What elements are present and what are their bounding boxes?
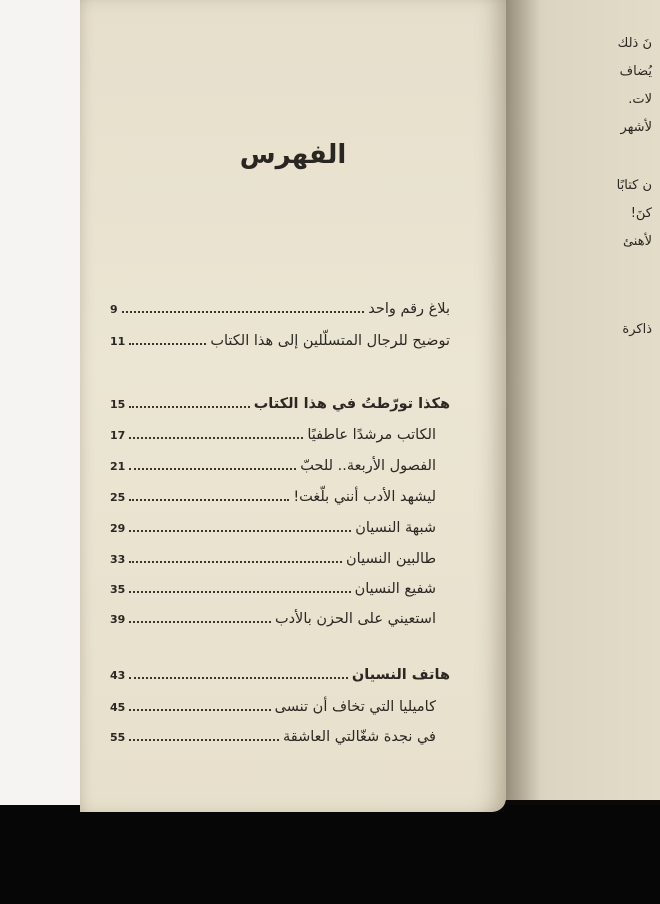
leader-dots	[129, 738, 279, 741]
toc-entry-page: 15	[110, 398, 126, 411]
toc-entry-title: بلاغ رقم واحد	[368, 300, 450, 317]
toc-entry-title: كاميليا التي تخاف أن تنسى	[274, 698, 436, 715]
toc-entry-page: 43	[110, 669, 126, 682]
toc-entry-title: شفيع النسيان	[354, 580, 436, 597]
facing-page-fragment: لات.	[628, 92, 652, 107]
background-bottom	[0, 805, 660, 904]
toc-entry-title: استعيني على الحزن بالأدب	[274, 610, 436, 627]
toc-entry	[110, 718, 436, 744]
toc-entry	[110, 322, 450, 348]
leader-dots	[129, 620, 271, 623]
toc-entry	[110, 688, 436, 714]
toc-entry-title: هكذا تورّطتُ في هذا الكتاب	[253, 395, 450, 412]
toc-section-heading	[110, 385, 450, 411]
toc-entry-title: في نجدة شغّالتي العاشقة	[282, 728, 436, 745]
toc-entry	[110, 478, 436, 504]
leader-dots	[129, 436, 303, 439]
toc-entry-page: 55	[110, 731, 126, 744]
leader-dots	[129, 560, 342, 563]
toc-entry-title: هاتف النسيان	[351, 666, 450, 683]
toc-entry	[110, 416, 436, 442]
toc-entry	[110, 447, 436, 473]
toc-entry-page: 33	[110, 553, 126, 566]
toc-entry-page: 45	[110, 701, 126, 714]
facing-page-fragment: ذاكرة	[622, 322, 652, 337]
page-title: الفهرس	[239, 140, 347, 170]
facing-page-fragment: كنَ!	[630, 206, 652, 221]
leader-dots	[129, 342, 206, 345]
toc-entry-title: طالبين النسيان	[346, 550, 436, 567]
leader-dots	[129, 590, 350, 593]
toc-entry	[110, 540, 436, 566]
toc-entry-page: 39	[110, 613, 126, 626]
facing-page-fragment: نَ ذلك	[617, 36, 652, 51]
toc-entry	[110, 509, 436, 535]
leader-dots	[129, 405, 249, 408]
leader-dots	[129, 708, 270, 711]
toc-entry-page: 25	[110, 491, 126, 504]
leader-dots	[129, 529, 351, 532]
toc-entry	[110, 600, 436, 626]
toc-entry-page: 9	[110, 303, 118, 316]
leader-dots	[129, 467, 296, 470]
leader-dots	[122, 310, 365, 313]
facing-page-fragment: ن كتابًا	[616, 178, 652, 193]
facing-page-fragment: يُضاف	[619, 64, 652, 79]
toc-entry-page: 29	[110, 522, 126, 535]
toc-entry-page: 35	[110, 583, 126, 596]
toc-entry-page: 21	[110, 460, 126, 473]
leader-dots	[129, 676, 348, 679]
leader-dots	[129, 498, 289, 501]
toc-entry-title: شبهة النسيان	[355, 519, 436, 536]
toc-section-heading	[110, 656, 450, 682]
facing-page-fragment: لأهنئ	[622, 234, 652, 249]
facing-page-fragment: لأشهر	[620, 120, 652, 135]
toc-entry	[110, 290, 450, 316]
toc-entry	[110, 570, 436, 596]
toc-page	[80, 0, 506, 812]
background-left	[0, 0, 80, 904]
toc-entry-title: الكاتب مرشدًا عاطفيًا	[307, 426, 436, 443]
toc-entry-page: 11	[110, 335, 126, 348]
toc-entry-title: توضيح للرجال المتسلّلين إلى هذا الكتاب	[210, 332, 450, 349]
facing-page	[500, 0, 660, 800]
page-gutter-shadow	[500, 0, 540, 800]
toc-entry-title: ليشهد الأدب أنني بلّغت!	[293, 488, 436, 505]
toc-entry-page: 17	[110, 429, 126, 442]
toc-entry-title: الفصول الأربعة.. للحبّ	[300, 457, 436, 474]
